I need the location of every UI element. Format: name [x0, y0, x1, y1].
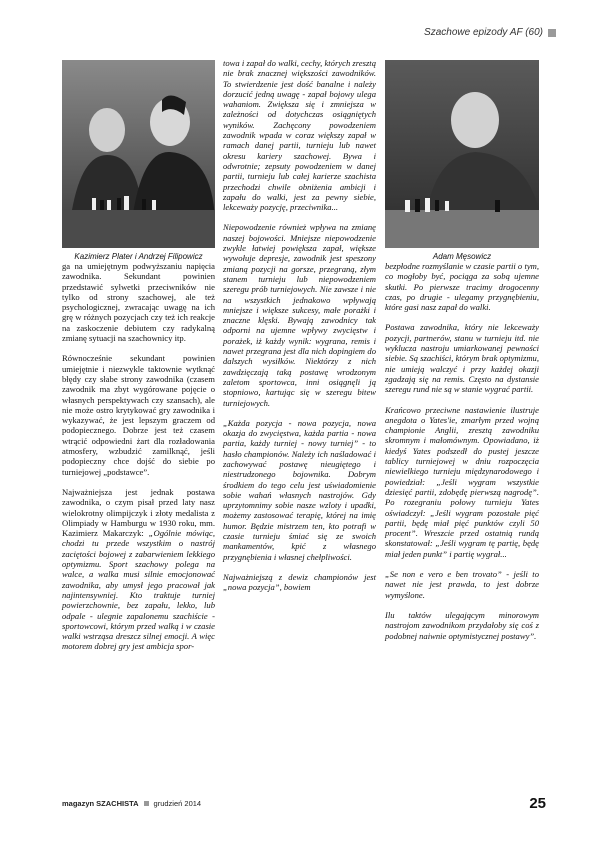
text-column-1 [62, 261, 215, 652]
footer-square-icon [144, 801, 149, 806]
paragraph: Niepowodzenie również wpływa na zmianę naszej bojowości. Mniejsze niepowodzenie zwykle łatwiej powiększa zapał, większe wywołuje depresje, zawodnik jest speszony zmianą pozycji na gorsze, przegraną, złym stanem turnieju lub niepowodzeniem szeregu prób turniejowych. Nie zawsze i nie na wszystkich jednakowo wpływają mniejsze i większe sukcesy, małe porażki i znaczne klęski. Bywają zawodnicy tak odporni na ujemne wpływy zwycięstw i porażek, iż każdy wynik: wygrana, remis i nawet przegrana jest dla nich dopingiem do dalszych wysiłków. Niektórzy z nich zawdzięczają taką postawę wrodzonym zaletom sportowca, inni osiągnęli ją stopniowo, kartując się w szeregu bitew turniejowych. [223, 222, 376, 408]
paragraph: Krańcowo przeciwne nastawienie ilustruje anegdota o Yates'ie, zmarłym przed wojną championie Anglii, zresztą zawodniku skromnym i małomównym. Opowiadano, iż kiedyś Yates podszedł do pustej jeszcze tablicy turniejowej w dniu rozpoczęcia niewielkiego turnieju międzynarodowego i powiedział: „Jeśli wygram wszystkie dziesięć partii, zdobędę pierwszą nagrodę”. Po rozegraniu połowy turnieju Yates oświadczył: „Jeśli wygram pozostałe pięć partii, będę miał pięć punktów czyli 50 procent”. Wreszcie przed ostatnią rundą skonstatował: „Jeśli wygram tę partię, będę miał jeden punkt” i partię wygrał... [385, 404, 539, 559]
header-square-icon [548, 29, 556, 37]
quote-text: „Ogólnie mówiąc, chodzi tu przede wszystkim o nastrój zaciętości bojowej z zabarwieniem lekkiego optymizmu. Sport szachowy polega na walce, a walka musi silnie emocjonować zawodnika, aby umysł jego pracował jak najintensywniej. Kto traktuje turniej powierzchownie, bez zapału, lekko, lub odpale - ulegnie zapalonemu szachiście - sportowcowi, którym przed walką i w czasie walki wstrząsa dreszcz silnej emocji. A więc motorem dobrej gry jest ambicja spor- [62, 528, 215, 652]
paragraph: bezpłodne rozmyślanie w czasie partii o tym, co mogłoby być, pociąga za sobą ujemne skutki. Po pierwsze tracimy drogocenny czas, po drugie - ulegamy przygnębieniu, które gasi nasz zapał do walki. [385, 261, 539, 313]
paragraph: „Każda pozycja - nowa pozycja, nowa okazja do zwycięstwa, każda partia - nowa partia, każdy turniej - nowy turniej” - to hasło championów. Należy ich naśladować i zachowywać postawę nieugiętego i niestrudzonego bojownika. Dobrym środkiem do tego celu jest uświadomienie sobie wahań własnych nastrojów. Gdy uprzytomnimy sobie nasze wzloty i upadki, możemy zastosować terapię, której na imię humor. Będzie mistrzem ten, kto potrafi w czasie turnieju śmiać się ze swoich mankamentów, kpić z własnego przygnębienia i własnej chełpliwości. [223, 417, 376, 562]
photo-mesowicz [385, 60, 539, 248]
text-column-2 [223, 58, 376, 593]
paragraph: „Se non e vero e ben trovato” - jeśli to nawet nie jest prawda, to jest dobrze wymyślone. [385, 569, 539, 600]
running-header [424, 27, 556, 38]
photo-caption-2: Adam Męsowicz [432, 252, 492, 261]
page-footer [62, 795, 546, 812]
paragraph-text: Najważniejsza jest jednak postawa zawodnika, o czym pisał przed laty nasz wielokrotny olimpijczyk i złoty medalista z Olimpiady w Hamburgu w 1930 roku, mm. Kazimierz Makarczyk: [62, 486, 215, 539]
paragraph: ga na umiejętnym podwyższaniu napięcia zawodnika. Sekundant powinien przedstawić sylwetki przeciwników nie tylko od strony szachowej, ale też psychologicznej, zwracając uwagę na ich grę w różnych pozycjach czy też ich reakcje na zaskoczenie debiutem czy radykalną zmianę sytuacji na szachownicy itp. [62, 261, 215, 344]
paragraph: Najważniejszą z dewiz championów jest „nowa pozycja”, bowiem [223, 571, 376, 593]
paragraph: Równocześnie sekundant powinien umiejętnie i niezwykle taktownie wytknąć błędy czy słabe strony zawodnika (czasem zawodnik ma zbyt wygórowane pojęcie o własnych perspektywach czy szansach), ale nie może ostro krytykować gry zawodnika i wykazywać, że jest lepszym graczem od podopiecznego. Dobrze jest też czasem wtrącić odpowiedni żart dla rozładowania atmosfery, wzbudzić zamilknąć, jeśli podopieczny chce dojść do siebie po turniejowej „podstawce”. [62, 353, 215, 477]
page-number: 25 [529, 795, 546, 812]
text-column-3 [385, 261, 539, 641]
photo-image [385, 60, 539, 248]
footer-magazine: magazyn SZACHISTA [62, 799, 139, 808]
paragraph [62, 487, 215, 652]
photo-caption-1: Kazimierz Plater i Andrzej Filipowicz [74, 252, 203, 261]
footer-issue: grudzień 2014 [153, 799, 202, 808]
paragraph: towa i zapał do walki, cechy, których zresztą nie brak znacznej większości zawodników. To stwierdzenie jest dość banalne i należy dorzucić jedną uwagę - zapał bojowy ulega wahaniom. Zwiększa się i zmniejsza w zależności od dotychczas osiągniętych wyników. Zachęcony powodzeniem zawodnik wpada w coraz większy zapał w ramach danej partii, turnieju lub nawet okresu kariery szachowej. Bywa i odwrotnie; zepsuty powodzeniem w danej partii, turnieju lub całej karierze szachista przechodzi chwile obniżenia ambicji i zapału do walki, jest za pewny siebie, lekceważy pozycję, przeciwnika... [223, 58, 376, 213]
header-title: Szachowe epizody AF (60) [424, 27, 543, 38]
photo-plater-filipowicz [62, 60, 215, 248]
paragraph: Ilu taktów ulegającym minorowym nastrojom zawodnikom przydałoby się coś z podobnej naiwnie optymistycznej postawy”. [385, 609, 539, 641]
photo-image [62, 60, 215, 248]
paragraph: Postawa zawodnika, który nie lekceważy pozycji, partnerów, stanu w turnieju itd. nie wyklucza nastroju umiarkowanej pewności siebie. Są szachiści, którym brak optymizmu, nie umieją walczyć i przy każdej okazji zgadzają się na remis. Często na dystansie szeregu rund nie są w stanie wygrać partii. [385, 322, 539, 395]
